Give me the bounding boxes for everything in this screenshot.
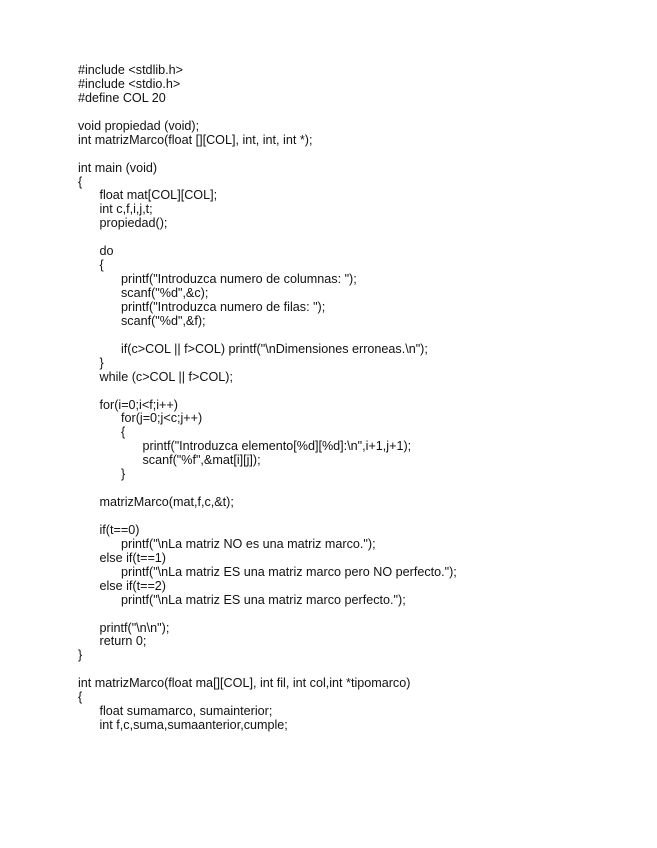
- code-line: printf("\n\n");: [99, 620, 170, 635]
- blank-line: [78, 231, 457, 245]
- code-line: while (c>COL || f>COL);: [99, 369, 233, 384]
- code-line: else if(t==1): [99, 550, 166, 565]
- code-line: int matrizMarco(float ma[][COL], int fil, int col,int *tipomarco): [78, 676, 411, 691]
- blank-line: [78, 482, 457, 496]
- code-line: #define COL 20: [78, 90, 166, 105]
- code-line: return 0;: [99, 634, 147, 649]
- code-line: if(t==0): [99, 522, 140, 537]
- code-line: int f,c,suma,sumaanterior,cumple;: [99, 718, 288, 733]
- blank-line: [78, 329, 457, 343]
- code-line: do: [99, 244, 114, 259]
- code-line: void propiedad (void);: [78, 118, 200, 133]
- code-line: printf("Introduzca numero de columnas: ");: [121, 272, 357, 287]
- code-line: }: [99, 355, 104, 370]
- blank-line: [78, 385, 457, 399]
- code-listing: [78, 64, 457, 733]
- code-line: for(i=0;i<f;i++): [99, 397, 178, 412]
- blank-line: [78, 148, 457, 162]
- code-line: {: [99, 258, 104, 273]
- code-line: int matrizMarco(float [][COL], int, int, int *);: [78, 132, 313, 147]
- code-line: #include <stdlib.h>: [78, 63, 184, 77]
- code-line: printf("\nLa matriz ES una matriz marco pero NO perfecto.");: [121, 564, 457, 579]
- code-line: printf("\nLa matriz ES una matriz marco perfecto.");: [121, 592, 406, 607]
- code-line: printf("Introduzca numero de filas: ");: [121, 299, 326, 314]
- code-line: }: [121, 467, 126, 482]
- code-line: printf("\nLa matriz NO es una matriz marco.");: [121, 536, 376, 551]
- code-line: scanf("%d",&f);: [121, 313, 206, 328]
- blank-line: [78, 663, 457, 677]
- code-line: else if(t==2): [99, 578, 166, 593]
- blank-line: [78, 608, 457, 622]
- code-line: float sumamarco, sumainterior;: [99, 704, 273, 719]
- code-line: int c,f,i,j,t;: [99, 202, 153, 217]
- blank-line: [78, 106, 457, 120]
- code-line: {: [78, 690, 83, 705]
- code-line: if(c>COL || f>COL) printf("\nDimensiones erroneas.\n");: [121, 341, 428, 356]
- code-line: }: [78, 648, 83, 663]
- code-line: scanf("%f",&mat[i][j]);: [142, 453, 261, 468]
- code-line: float mat[COL][COL];: [99, 188, 218, 203]
- code-line: printf("Introduzca elemento[%d][%d]:\n",i+1,j+1);: [142, 439, 412, 454]
- code-line: {: [121, 425, 126, 440]
- code-line: #include <stdio.h>: [78, 76, 181, 91]
- code-line: for(j=0;j<c;j++): [121, 411, 203, 426]
- code-line: scanf("%d",&c);: [121, 286, 209, 300]
- code-line: matrizMarco(mat,f,c,&t);: [99, 495, 234, 510]
- code-line: {: [78, 174, 83, 189]
- code-line: propiedad();: [99, 216, 168, 231]
- blank-line: [78, 510, 457, 524]
- code-line: int main (void): [78, 160, 158, 175]
